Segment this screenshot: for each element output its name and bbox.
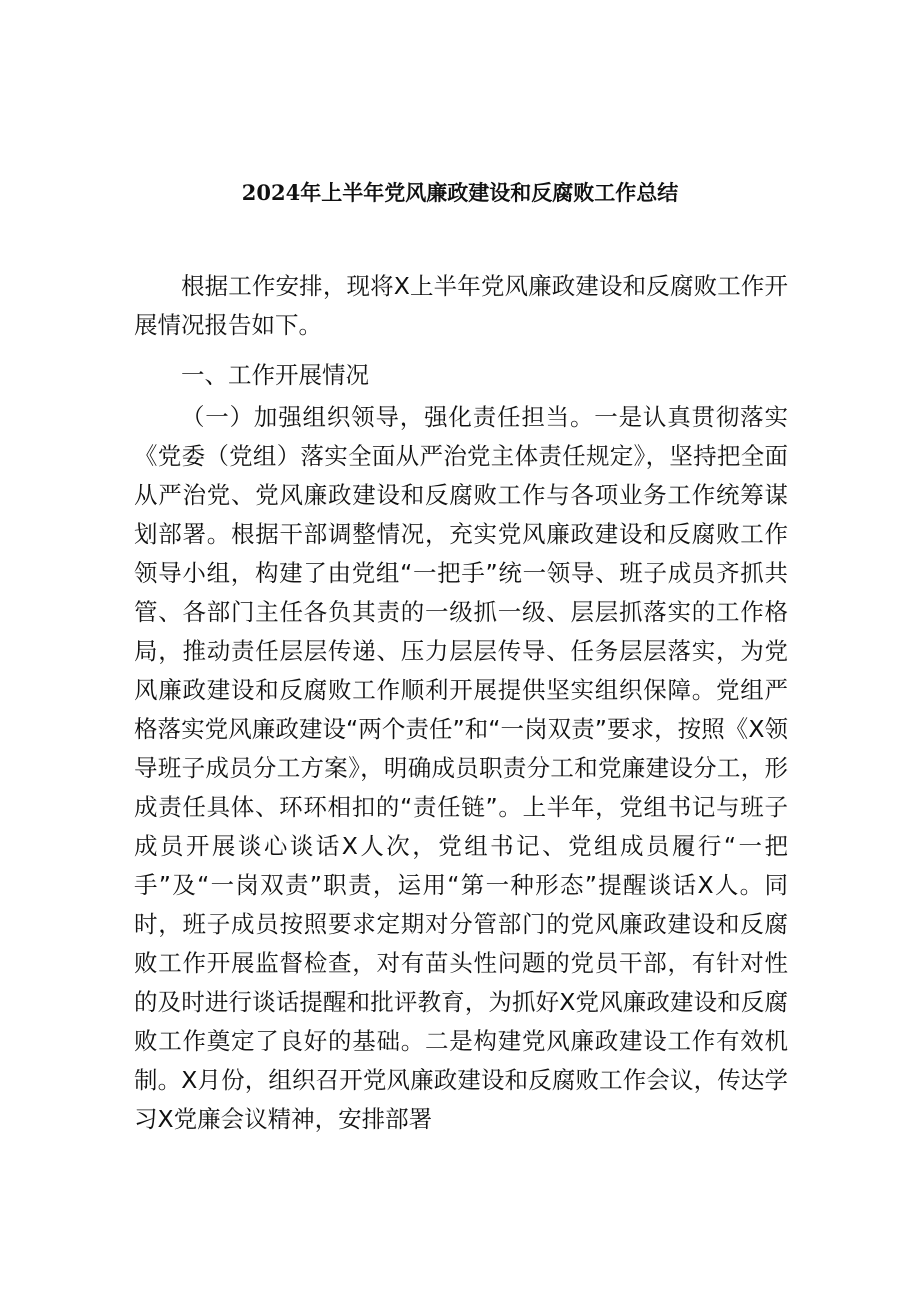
intro-paragraph: 根据工作安排，现将X上半年党风廉政建设和反腐败工作开展情况报告如下。 [134,272,788,339]
section-heading: 一、工作开展情况 [181,361,369,389]
document-title: 2024年上半年党风廉政建设和反腐败工作总结 [241,180,679,205]
body-paragraph: （一）加强组织领导，强化责任担当。一是认真贯彻落实《党委（党组）落实全面从严治党主体责任规定》，坚持把全面从严治党、党风廉政建设和反腐败工作与各项业务工作统筹谋划部署。根据干部调整情况，充实党风廉政建设和反腐败工作领导小组，构建了由党组“一把手”统一领导、班子成员齐抓共管、各部门主任各负其责的一级抓一级、层层抓落实的工作格局，推动责任层层传递、压力层层传导、任务层层落实，为党风廉政建设和反腐败工作顺利开展提供坚实组织保障。党组严格落实党风廉政建设“两个责任”和“一岗双责”要求，按照《X领导班子成员分工方案》，明确成员职责分工和党廉建设分工，形成责任具体、环环相扣的“责任链”。上半年，党组书记与班子成员开展谈心谈话X人次，党组书记、党组成员履行“一把手”及“一岗双责”职责，运用“第一种形态”提醒谈话X人。同时，班子成员按照要求定期对分管部门的党风廉政建设和反腐败工作开展监督检查，对有苗头性问题的党员干部，有针对性的及时进行谈话提醒和批评教育，为抓好X党风廉政建设和反腐败工作奠定了良好的基础。二是构建党风廉政建设工作有效机制。X月份，组织召开党风廉政建设和反腐败工作会议，传达学习X党廉会议精神，安排部署 [134,403,788,1133]
